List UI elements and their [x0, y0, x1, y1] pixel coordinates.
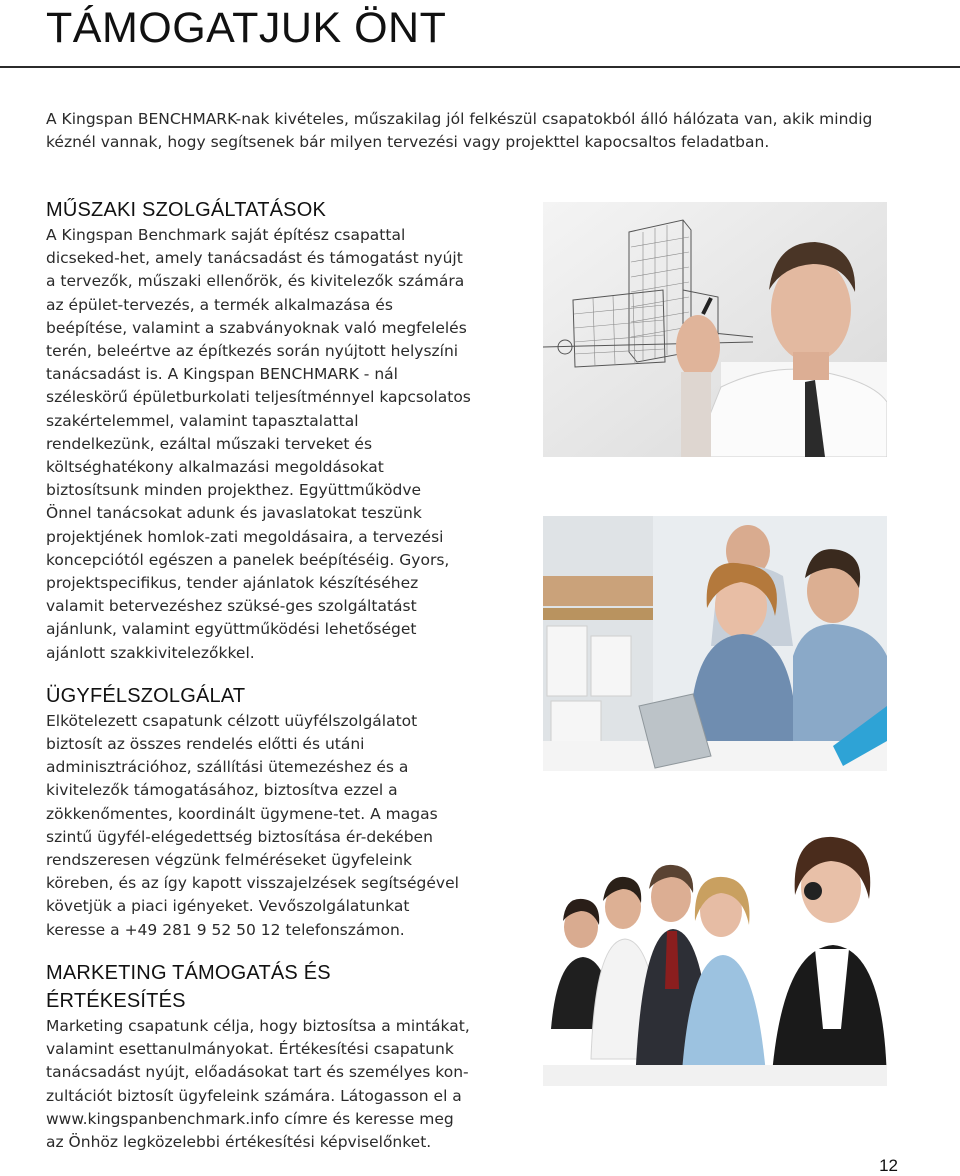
section-marketing [46, 959, 471, 1154]
section-heading-customer-service: ÜGYFÉLSZOLGÁLAT [46, 684, 246, 707]
text-column [46, 196, 471, 1171]
architect-sketch-illustration [543, 202, 887, 457]
photo-architect-sketch [543, 202, 887, 457]
section-body-marketing: Marketing csapatunk célja, hogy biztosítsa a mintákat, valamint esettanulmányokat. Értékesítési csapatunk tanácsadást nyújt, előadásokat tart és személyes kon-zultációt biztosít ügyfeleink számára. Látogasson el a www.kingspanbenchmark.info címre és keresse meg az Önhöz legközelebbi értékesítési képviselőnket. [46, 1016, 470, 1151]
section-technical-services [46, 196, 471, 665]
photo-call-center [543, 829, 887, 1086]
section-body-customer-service: Elkötelezett csapatunk célzott uüyfélszolgálatot biztosít az összes rendelés előtti és utáni adminisztrációhoz, szállítási ütemezéshez és a kivitelezők támogatásához, biztosítva ezzel a zökkenőmentes, koordinált ügymene-tet. A magas szintű ügyfél-elégedettség biztosítása ér-dekében rendszeresen végzünk felméréseket ügyfeleink köreben, és az így kapott visszajelzések segítségével követjük a piaci igényeket. Vevőszolgálatunkat keresse a +49 281 9 52 50 12 telefonszámon. [46, 711, 459, 939]
team-meeting-illustration [543, 516, 887, 771]
intro-paragraph: A Kingspan BENCHMARK-nak kivételes, műszakilag jól felkészül csapatokból álló hálózata van, akik mindig kéznél vannak, hogy segítsenek bár milyen tervezési vagy projekttel kapocsaltos feladatban. [46, 110, 873, 151]
page-number: 12 [879, 1156, 898, 1175]
photo-team-tablet [543, 516, 887, 771]
section-heading-marketing: MARKETING TÁMOGATÁS ÉS ÉRTÉKESÍTÉS [46, 961, 331, 1012]
call-center-illustration [543, 829, 887, 1086]
section-customer-service [46, 682, 471, 942]
title-divider [0, 66, 960, 68]
section-heading-technical: MŰSZAKI SZOLGÁLTATÁSOK [46, 199, 327, 221]
page-title: TÁMOGATJUK ÖNT [46, 4, 447, 52]
section-body-technical: A Kingspan Benchmark saját építész csapattal dicseked-het, amely tanácsadást és támogatást nyújt a tervezők, műszaki ellenőrök, és kivitelezők számára az épület-tervezés, a termék alkalmazása és beépítése, valamint a szabványoknak való megfelelés terén, beleértve az építkezés során nyújtott helyszíni tanácsadást is. A Kingspan BENCHMARK - nál széleskörű épületburkolati teljesítménnyel kapcsolatos szakértelemmel, valamint tapasztalattal rendelkezünk, ezáltal műszaki terveket és költséghatékony alkalmazási megoldásokat biztosítsunk minden projekthez. Együttműködve Önnel tanácsokat adunk és javaslatokat teszünk projektjének homlok-zati megoldásaira, a tervezési koncepciótól egészen a panelek beépítéséig. Gyors, projektspecifikus, tender ajánlatok készítéséhez valamit betervezéshez szüksé-ges szolgáltatást ajánlunk, valamint együttműködési lehetőséget ajánlott szakkivitelezőkkel. [46, 226, 471, 662]
